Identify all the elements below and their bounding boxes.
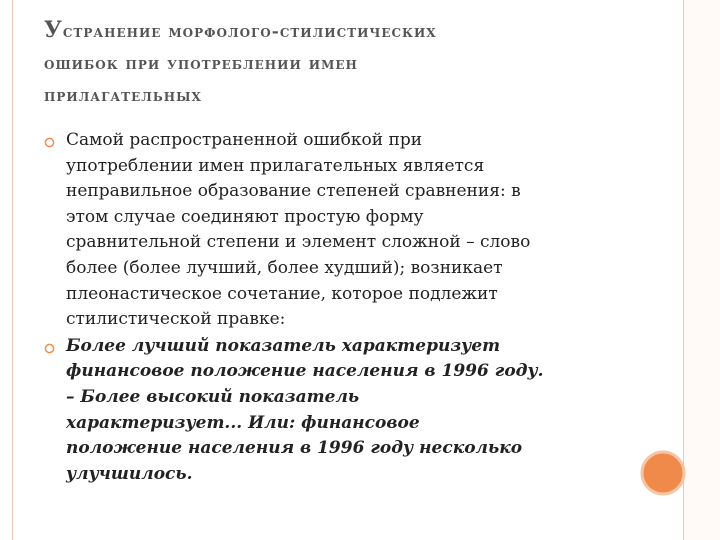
title-first-letter: У bbox=[44, 17, 63, 43]
title-line-1 bbox=[44, 14, 664, 48]
bullet-1-line: Самой распространенной ошибкой при bbox=[66, 130, 423, 150]
title-line-1-rest: странение морфолого-стилистических bbox=[62, 22, 437, 42]
title-line-2: ошибок при употреблении имен bbox=[44, 54, 358, 74]
bullet-2-line: улучшилось. bbox=[66, 463, 193, 484]
slide-body bbox=[44, 128, 624, 487]
bullet-2-line: – Более высокий показатель bbox=[66, 386, 360, 407]
bullet-2-line: характеризует... Или: финансовое bbox=[66, 412, 420, 433]
circle-bullet-icon bbox=[44, 137, 55, 148]
bullet-2-line: финансовое положение населения в 1996 году. bbox=[66, 361, 544, 382]
bullet-1-line: плеонастическое сочетание, которое подлежит bbox=[66, 283, 498, 304]
bullet-2-line: Более лучший показатель характеризует bbox=[66, 335, 501, 356]
bullet-item-2 bbox=[44, 334, 624, 488]
bullet-1-line: этом случае соединяют простую форму bbox=[66, 206, 424, 227]
circle-bullet-icon bbox=[44, 343, 55, 354]
bullet-1-line: сравнительной степени и элемент сложной – слово bbox=[66, 232, 531, 253]
bullet-1-line: употреблении имен прилагательных является bbox=[66, 155, 485, 176]
bullet-1-line: неправильное образование степеней сравнения: в bbox=[66, 181, 521, 202]
slide-right-band bbox=[684, 0, 720, 540]
bullet-2-line: положение населения в 1996 году несколько bbox=[66, 438, 523, 459]
title-line-3: прилагательных bbox=[44, 86, 202, 106]
bullet-1-line: стилистической правке: bbox=[66, 309, 286, 330]
bullet-1-line: более (более лучший, более худший); возникает bbox=[66, 257, 503, 278]
orange-circle-decoration bbox=[640, 450, 686, 496]
bullet-item-1 bbox=[44, 128, 624, 333]
slide-title bbox=[44, 14, 664, 112]
